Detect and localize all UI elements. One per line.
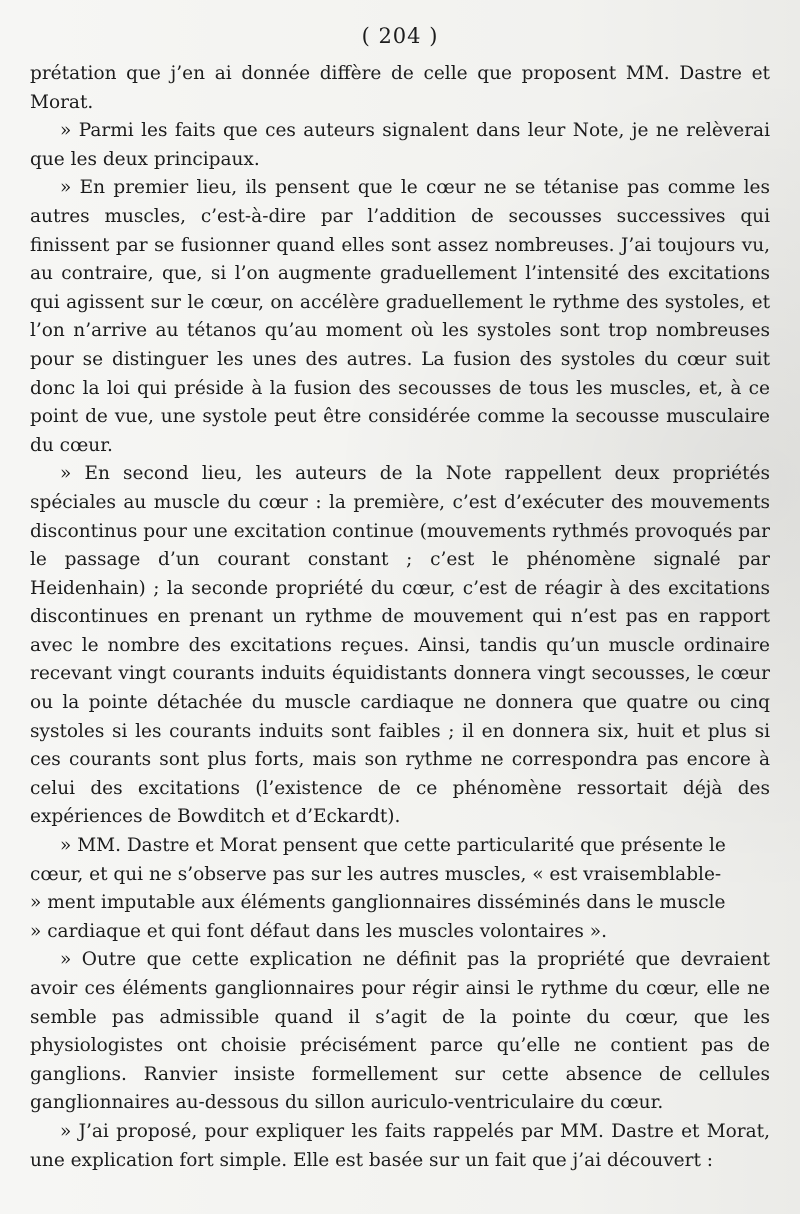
page-number: ( 204 ) xyxy=(361,24,439,48)
quote-line: » MM. Dastre et Morat pensent que cette particularité que présente le xyxy=(60,835,726,857)
body-text xyxy=(30,60,770,1175)
paragraph-proposed-explanation: » J’ai proposé, pour expliquer les faits rappelés par MM. Dastre et Morat, une explication fort simple. Elle est basée sur un fait que j’ai découvert : xyxy=(30,1120,770,1171)
paragraph-ganglion-objection: » Outre que cette explication ne définit pas la propriété que devraient avoir ces éléments ganglionnaires pour régir ainsi le rythme du cœur, elle ne semble pas admissible quand il s’agit de la pointe du cœur, que les physiologistes ont choisie précisément parce qu’elle ne contient pas de ganglions. Ranvier insiste formellement sur cette absence de cellules ganglionnaires au-dessous du sillon auriculo-ventriculaire du cœur. xyxy=(30,949,770,1114)
quote-line: » ment imputable aux éléments ganglionnaires disséminés dans le muscle xyxy=(30,892,726,914)
quote-line: » cardiaque et qui font défaut dans les muscles volontaires ». xyxy=(30,920,607,942)
quote-line: cœur, et qui ne s’observe pas sur les autres muscles, « est vraisemblable- xyxy=(30,863,722,885)
paragraph-second-point-properties: » En second lieu, les auteurs de la Note rappellent deux propriétés spéciales au muscle du cœur : la première, c’est d’exécuter des mouvements discontinus pour une excitation continue (mouvements rythmés provoqués par le passage d’un courant constant ; c’est le phénomène signalé par Heidenhain) ; la seconde propriété du cœur, c’est de réagir à des excitations discontinues en prenant un rythme de mouvement qui n’est pas en rapport avec le nombre des excitations reçues. Ainsi, tandis qu’un muscle ordinaire recevant vingt courants induits équidistants donnera vingt secousses, le cœur ou la pointe détachée du muscle cardiaque ne donnera que quatre ou cinq systoles si les courants induits sont faibles ; il en donnera six, huit et plus si ces courants sont plus forts, mais son rythme ne correspondra pas encore à celui des excitations (l’existence de ce phénomène ressortait déjà des expériences de Bowditch et d’Eckardt). xyxy=(30,463,770,828)
paragraph-continuation: prétation que j’en ai donnée diffère de celle que proposent MM. Dastre et Morat. xyxy=(30,63,770,113)
paragraph-two-principal-facts: » Parmi les faits que ces auteurs signalent dans leur Note, je ne relèverai que les deux principaux. xyxy=(30,120,770,170)
paragraph-first-point-tetanus: » En premier lieu, ils pensent que le cœur ne se tétanise pas comme les autres muscles, c’est-à-dire par l’addition de secousses successives qui finissent par se fusionner quand elles sont assez nombreuses. J’ai toujours vu, au contraire, que, si l’on augmente graduellement l’intensité des excitations qui agissent sur le cœur, on accélère graduellement le rythme des systoles, et l’on n’arrive au tétanos qu’au moment où les systoles sont trop nombreuses pour se distinguer les unes des autres. La fusion des systoles du cœur suit donc la loi qui préside à la fusion des secousses de tous les muscles, et, à ce point de vue, une systole peut être considérée comme la secousse musculaire du cœur. xyxy=(30,177,770,456)
quoted-paragraph xyxy=(30,832,770,946)
